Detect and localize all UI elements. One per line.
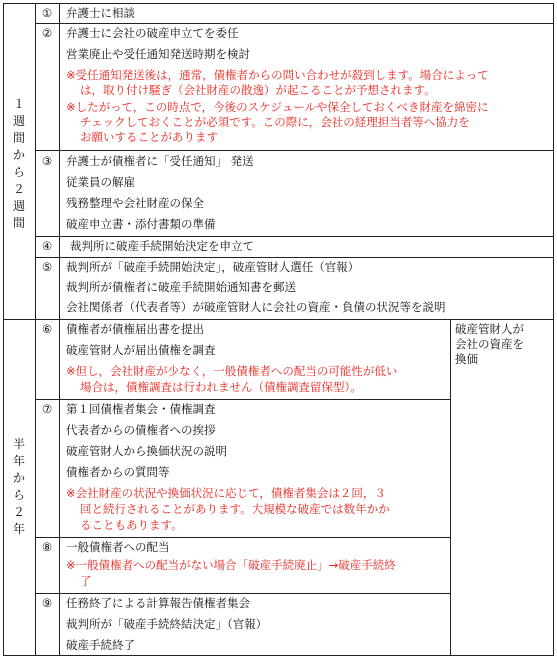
step-note: ※受任通知発送後は，通常，債権者からの問い合わせが殺到します。場合によって [66,68,489,82]
step-line: 破産手続終了 [66,638,135,652]
row-divider [35,236,554,237]
step-number: ⑦ [41,402,53,416]
step-note: お願いすることがあります [80,130,218,144]
step-line: 代表者からの債権者への挨拶 [66,423,216,437]
row-divider [35,593,450,594]
step-line: 一般債権者への配当 [66,540,170,554]
row-divider [35,399,450,400]
step-note: ※一般債権者への配当がない場合「破産手続廃止」→破産手続終 [66,558,396,572]
step-number: ① [41,6,53,20]
step-line: 第１回債権者集会・債権調査 [66,402,216,416]
step-number: ③ [41,154,53,168]
step-number: ⑧ [41,540,53,554]
step-note: ※会社財産の状況や換価状況に応じて，債権者集会は２回，３ [66,486,386,500]
row-divider [35,23,554,24]
step-number: ④ [41,239,53,253]
step-note: ※したがって，この時点で，今後のスケジュールや保全しておくべき財産を綿密に [66,100,489,114]
step-line: 弁護士に相談 [66,6,135,20]
step-line: 破産管財人から換価状況の説明 [66,444,227,458]
step-line: 任務終了による計算報告債権者集会 [66,596,250,610]
step-line: 裁判所が「破産手続終結決定」（官報） [66,617,268,631]
step-line: 裁判所が債権者に破産手続開始通知書を郵送 [66,280,296,294]
period-label-1-2-weeks: １ 週 間 か ら ２ 週 間 [12,97,25,230]
step-note: ることもあります。 [80,518,183,532]
step-number: ⑨ [41,596,53,610]
step-note: 回と続行されることがあります。大規模な破産では数年かか [80,502,390,516]
step-note: 場合は，債権調査は行われません（債権調査留保型）。 [80,380,362,394]
step-line: 営業廃止や受任通知発送時期を検討 [66,47,250,61]
row-divider [35,150,554,151]
note-column-divider [450,319,451,656]
period-divider [3,319,554,320]
side-note: 破産管財人が 会社の資産を 換価 [455,322,524,366]
step-line: 破産管財人が届出債権を調査 [66,343,216,357]
step-line: 債権者が債権届出書を提出 [66,322,204,336]
step-number: ② [41,26,53,40]
step-number: ⑤ [41,260,53,274]
step-line: 裁判所に破産手続開始決定を申立て [70,239,254,253]
step-line: 会社関係者（代表者等）が破産管財人に会社の資産・負債の状況等を説明 [66,300,446,314]
step-line: 弁護士が債権者に「受任通知」 発送 [66,154,254,168]
step-note: ※但し，会社財産が少なく，一般債権者への配当の可能性が低い [66,364,398,378]
row-divider [35,537,450,538]
step-note: チェックしておくことが必須です。この際に，会社の経理担当者等へ協力を [80,115,470,129]
step-note: 了 [80,574,92,588]
step-line: 債権者からの質問等 [66,465,170,479]
step-number: ⑥ [41,322,53,336]
period-label-half-year-2-years: 半 年 か ら ２ 年 [12,437,25,536]
row-divider [35,257,554,258]
step-line: 破産申立書・添付書類の準備 [66,217,216,231]
number-column-divider [59,3,60,656]
step-line: 従業員の解雇 [66,175,135,189]
step-line: 裁判所が「破産手続開始決定」，破産管財人選任（官報） [66,260,360,274]
step-note: は，取り付け騒ぎ（会社財産の散逸）が起こることが予想されます。 [80,83,436,97]
step-line: 弁護士に会社の破産申立てを委任 [66,26,239,40]
step-line: 残務整理や会社財産の保全 [66,196,204,210]
